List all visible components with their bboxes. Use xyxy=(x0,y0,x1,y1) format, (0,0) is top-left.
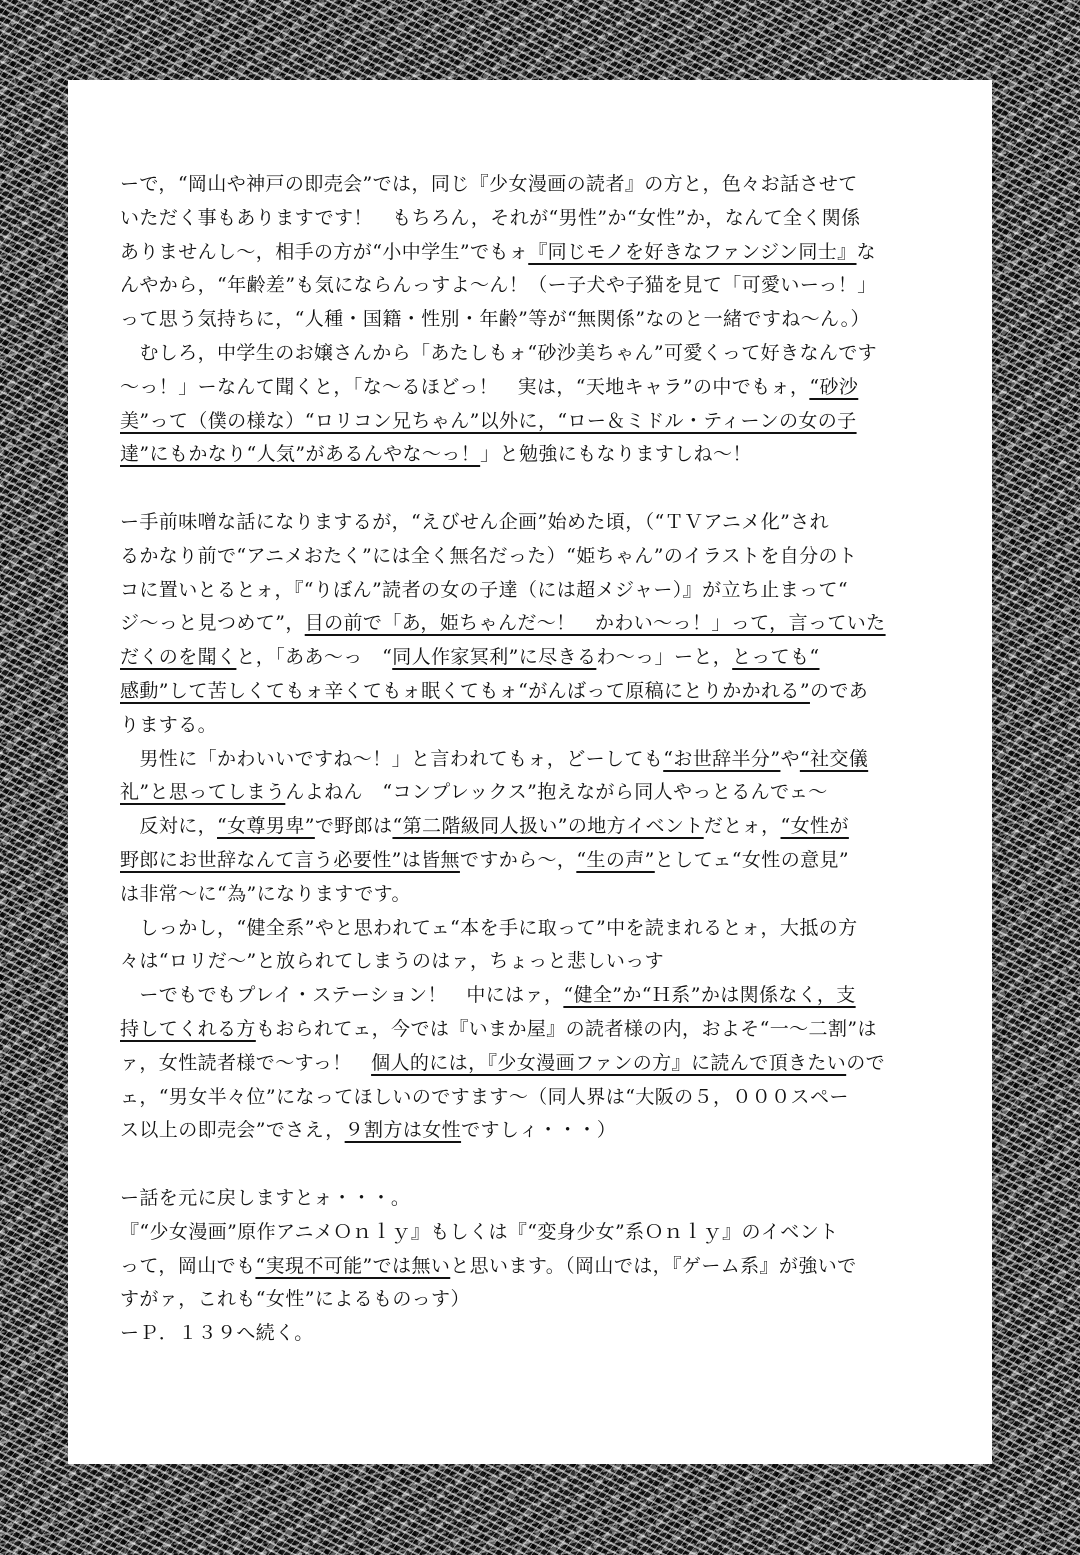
text-line xyxy=(120,236,950,270)
underlined-text: “生の声” xyxy=(576,848,655,871)
text-line xyxy=(120,709,950,743)
text-segment: わ〜っ」ーと， xyxy=(596,646,733,669)
text-line xyxy=(120,337,950,371)
text-line xyxy=(120,675,950,709)
text-line xyxy=(120,438,950,472)
underlined-text: “女性が xyxy=(780,815,849,838)
text-segment: ーでもでもプレイ・ステーション！ 中にはァ， xyxy=(120,984,564,1007)
text-segment: コに置いとるとォ，『“りぼん”読者の女の子達（には超メジャー）』が立ち止まって“ xyxy=(120,578,849,601)
text-segment: ァ，女性読者様で〜すっ！ xyxy=(120,1051,372,1074)
text-line xyxy=(120,641,950,675)
text-segment: 」と勉強にもなりますしね〜！ xyxy=(480,443,752,466)
paragraph xyxy=(120,168,950,472)
text-line xyxy=(120,1283,950,1317)
text-line xyxy=(120,1317,950,1351)
text-line xyxy=(120,979,950,1013)
underlined-text: “砂沙 xyxy=(809,375,859,398)
text-line xyxy=(120,844,950,878)
underlined-text: 達”にもかなり“人気”があるんやな〜っ！ xyxy=(120,443,481,466)
text-segment: るかなり前で“アニメおたく”には全く無名だった）“姫ちゃん”のイラストを自分のト xyxy=(120,544,858,567)
text-line xyxy=(120,810,950,844)
text-segment: ーＰ．１３９へ続く。 xyxy=(120,1322,314,1345)
underlined-text: 同人作家冥利”に尽きる xyxy=(392,646,597,669)
text-segment: で野郎は xyxy=(314,815,393,838)
text-segment: と，「ああ〜っ “ xyxy=(236,646,393,669)
underlined-text: だくのを聞く xyxy=(120,646,237,669)
text-segment: 『“少女漫画”原作アニメＯｎｌｙ』もしくは『“変身少女”系Ｏｎｌｙ』のイベント xyxy=(120,1220,839,1243)
text-segment: 男性に「かわいいですね〜！」と言われてもォ，どーしても xyxy=(120,747,664,770)
text-line xyxy=(120,303,950,337)
text-segment: んよねん “コンプレックス”抱えながら同人やっとるんでェ〜 xyxy=(285,781,828,804)
underlined-text: 持してくれる方 xyxy=(120,1017,256,1040)
paragraph xyxy=(120,506,950,1148)
underlined-text: “社交儀 xyxy=(799,747,869,770)
body-text xyxy=(120,168,950,1351)
text-segment: と思います。（岡山では，『ゲーム系』が強いで xyxy=(450,1254,857,1277)
underlined-text: “女尊男卑” xyxy=(217,815,315,838)
underlined-text: 『同じモノを好きなファンジン同士』 xyxy=(528,240,857,263)
text-line xyxy=(120,269,950,303)
paragraph xyxy=(120,1182,950,1351)
text-segment: 〜っ！」ーなんて聞くと，「な〜るほどっ！ 実は，“天地キャラ”の中でもォ， xyxy=(120,375,810,398)
text-line xyxy=(120,1047,950,1081)
underlined-text: 個人的には，『少女漫画ファンの方』に読んで頂きたい xyxy=(371,1051,847,1074)
paragraph-gap xyxy=(120,472,950,506)
text-segment: って思う気持ちに，“人種・国籍・性別・年齢”等が“無関係”なのと一緒ですね〜ん。） xyxy=(120,308,870,331)
text-segment: 反対に， xyxy=(120,815,218,838)
text-line xyxy=(120,912,950,946)
text-segment: もおられてェ，今では『いまか屋』の読者様の内，およそ“一〜二割”は xyxy=(255,1017,877,1040)
text-segment: ー手前味噌な話になりまするが，“えびせん企画”始めた頃，（“ＴＶアニメ化”され xyxy=(120,510,830,533)
page-paper xyxy=(68,80,992,1464)
underlined-text: 礼”と思ってしまう xyxy=(120,781,286,804)
text-line xyxy=(120,607,950,641)
text-segment: ので xyxy=(846,1051,885,1074)
text-line xyxy=(120,1182,950,1216)
text-segment: は非常〜に“為”になりますです。 xyxy=(120,882,411,905)
text-segment: すがァ，これも“女性”によるものっす） xyxy=(120,1288,470,1311)
text-line xyxy=(120,1081,950,1115)
text-segment: のであ xyxy=(809,679,869,702)
text-segment: だとォ， xyxy=(703,815,781,838)
text-segment: りまする。 xyxy=(120,713,218,736)
underlined-text: ９割方は女性 xyxy=(344,1119,462,1142)
underlined-text: 野郎にお世辞なんて言う必要性”は皆無 xyxy=(120,848,460,871)
text-segment: むしろ，中学生のお嬢さんから「あたしもォ“砂沙美ちゃん”可愛くって好きなんです xyxy=(120,341,878,364)
text-segment: ありませんし〜，相手の方が“小中学生”でもォ xyxy=(120,240,529,263)
text-line xyxy=(120,405,950,439)
text-segment: な xyxy=(856,240,876,263)
text-segment: としてェ“女性の意見” xyxy=(654,848,850,871)
text-segment: ス以上の即売会”でさえ， xyxy=(120,1119,345,1142)
text-line xyxy=(120,371,950,405)
text-segment: しっかし，“健全系”やと思われてェ“本を手に取って”中を読まれるとォ，大抵の方 xyxy=(120,916,858,939)
underlined-text: 感動”して苦しくてもォ辛くてもォ眠くてもォ“がんばって原稿にとりかかれる” xyxy=(120,679,810,702)
text-segment: って，岡山でも xyxy=(120,1254,256,1277)
text-line xyxy=(120,1250,950,1284)
text-line xyxy=(120,743,950,777)
text-line xyxy=(120,776,950,810)
text-line xyxy=(120,945,950,979)
underlined-text: “お世辞半分” xyxy=(663,747,781,770)
underlined-text: “実現不可能”では無い xyxy=(255,1254,451,1277)
text-segment: ーで，“岡山や神戸の即売会”では，同じ『少女漫画の読者』の方と，色々お話させて xyxy=(120,173,858,195)
text-segment: ですから〜， xyxy=(459,848,577,871)
underlined-text: “第二階級同人扱い”の地方イベント xyxy=(392,815,704,838)
text-line xyxy=(120,168,950,202)
underlined-text: 目の前で「あ，姫ちゃんだ〜！ かわい〜っ！」って，言っていた xyxy=(304,612,886,635)
text-line xyxy=(120,574,950,608)
text-segment: ジ〜っと見つめて”， xyxy=(120,612,305,635)
text-segment: んやから，“年齢差”も気にならんっすよ〜ん！（ー子犬や子猫を見て「可愛いーっ！」 xyxy=(120,274,877,297)
text-segment: ー話を元に戻しますとォ・・・。 xyxy=(120,1186,411,1209)
text-segment: いただく事もありますです！ もちろん，それが“男性”か“女性”か，なんて全く関係 xyxy=(120,206,861,229)
text-segment: ですしィ・・・） xyxy=(461,1119,617,1142)
paragraph-gap xyxy=(120,1148,950,1182)
text-line xyxy=(120,202,950,236)
text-segment: や xyxy=(780,747,800,770)
text-line xyxy=(120,540,950,574)
underlined-text: 美”って（僕の様な）“ロリコン兄ちゃん”以外に，“ロー＆ミドル・ティーンの女の子 xyxy=(120,409,857,432)
underlined-text: とっても“ xyxy=(732,646,820,669)
text-segment: 々は“ロリだ〜”と放られてしまうのはァ，ちょっと悲しいっす xyxy=(120,950,665,973)
underlined-text: “健全”か“Ｈ系”かは関係なく，支 xyxy=(563,984,856,1007)
text-line xyxy=(120,1216,950,1250)
text-line xyxy=(120,506,950,540)
text-segment: ェ，“男女半々位”になってほしいのですます〜（同人界は“大阪の５，０００スペー xyxy=(120,1085,849,1108)
text-line xyxy=(120,878,950,912)
text-line xyxy=(120,1114,950,1148)
text-line xyxy=(120,1013,950,1047)
